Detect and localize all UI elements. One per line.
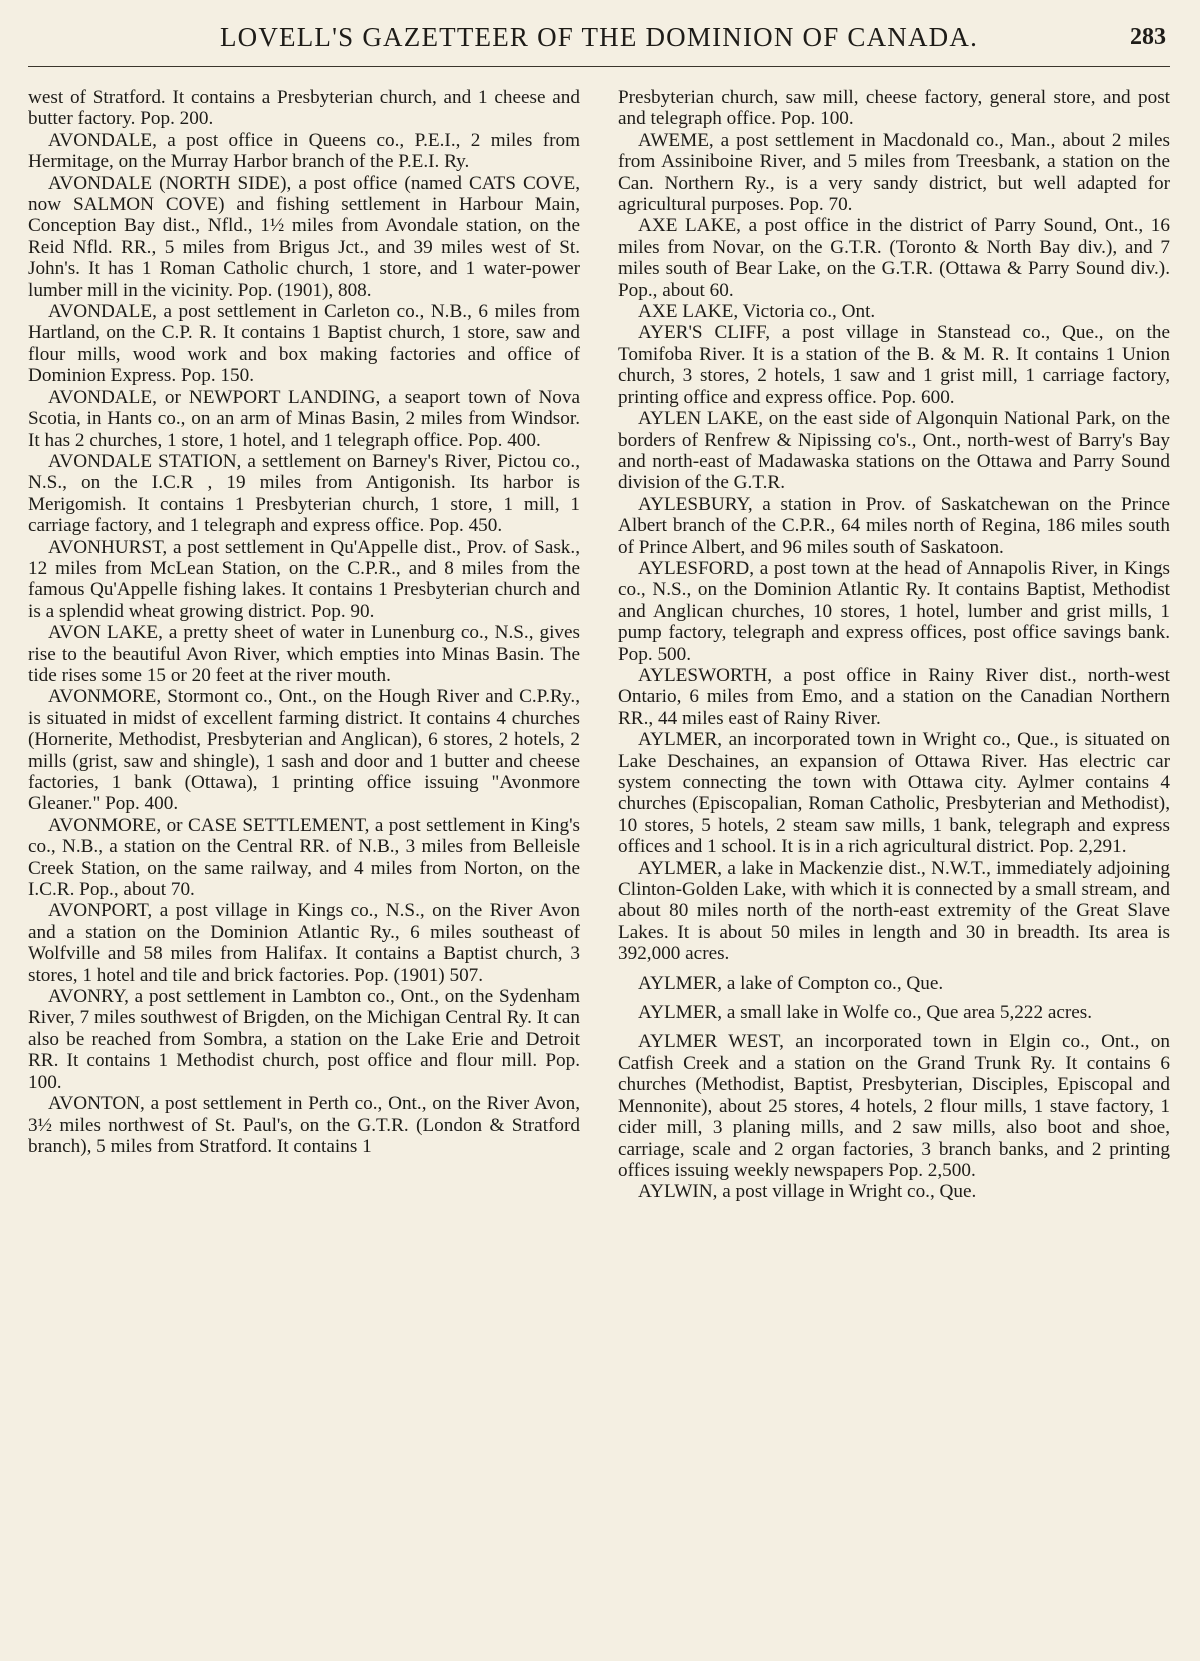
entry-name: AVONRY, bbox=[48, 986, 129, 1008]
gazetteer-entry bbox=[28, 1093, 580, 1157]
entry-text: a lake in Mackenzie dist., N.W.T., immediately adjoining Clinton-Golden Lake, with which it is connected by a small stream, and about 80 miles north of the north-east extremity of the Great Slave Lakes. It is about 50 miles in length and 30 in breadth. Its area is 392,000 acres. bbox=[618, 857, 1170, 965]
entry-name: AYLMER, bbox=[638, 972, 723, 994]
entry-text: Stormont co., Ont., on the Hough River and C.P.Ry., is situated in midst of excellent farming district. It contains 4 churches (Hornerite, Methodist, Presbyterian and Anglican), 6 stores, 2 hotels, 2 mills (grist, saw and shingle), 1 sash and door and 1 butter and cheese factories, 1 bank (Ottawa), 1 printing office issuing "Avonmore Gleaner." Pop. 400. bbox=[28, 686, 580, 815]
entry-text: a post settlement in Carleton co., N.B., 6 miles from Hartland, on the C.P. R. It contains 1 Baptist church, 1 store, saw and flour mills, wood work and box making factories and office of Dominion Express. Pop. 150. bbox=[28, 301, 580, 387]
entry-name: AVONDALE STATION, bbox=[48, 450, 242, 472]
entry-text: a post village in Wright co., Que. bbox=[717, 1181, 977, 1203]
entry-name: AYLESWORTH, bbox=[638, 664, 773, 686]
entry-name: AYLMER, bbox=[638, 729, 723, 751]
gazetteer-entry bbox=[618, 1181, 1170, 1202]
gazetteer-entry bbox=[28, 87, 580, 130]
gazetteer-entry bbox=[618, 558, 1170, 665]
entry-name: AVON LAKE, bbox=[48, 622, 163, 644]
entry-text: a settlement on Barney's River, Pictou co., N.S., on the I.C.R , 19 miles from Antigonish. Its harbor is Merigomish. It contains 1 Presbyterian church, 1 store, 1 mill, 1 carriage factory, and 1 telegraph and express office. Pop. 450. bbox=[28, 450, 580, 537]
entry-text: a post office in the district of Parry Sound, Ont., 16 miles from Novar, on the G.T.R. (Toronto & North Bay div.), and 7 miles south of Bear Lake, on the G.T.R. (Ottawa & Parry Sound div.). Pop., about 60. bbox=[618, 215, 1170, 301]
entry-name: AXE LAKE, bbox=[638, 215, 741, 237]
entry-text: a post office (named CATS COVE, now SALMON COVE) and fishing settlement in Harbour Main, Conception Bay dist., Nfld., 1½ miles from Avondale station, on the Reid Nfld. RR., 5 miles from Brigus Jct., and 39 miles west of St. John's. It has 1 Roman Catholic church, 1 store, and 1 water-power lumber mill in the vicinity. Pop. (1901), 808. bbox=[28, 172, 580, 301]
gazetteer-entry bbox=[28, 130, 580, 173]
gazetteer-entry bbox=[618, 858, 1170, 965]
entry-text: a post village in Kings co., N.S., on the River Avon and a station on the Dominion Atlantic Ry., 6 miles southeast of Wolfville and 58 miles from Halifax. It contains a Baptist church, 3 stores, 1 hotel and tile and brick factories. Pop. (1901) 507. bbox=[28, 900, 580, 986]
gazetteer-entry bbox=[618, 1002, 1170, 1023]
entry-text: a post settlement in King's co., N.B., a station on the Central RR. of N.B., 3 miles from Belleisle Creek Station, on the same railway, and 4 miles from Norton, on the I.C.R. Pop., about 70. bbox=[28, 814, 580, 901]
text-columns bbox=[28, 87, 1170, 1652]
entry-name: AVONDALE, bbox=[48, 301, 157, 323]
gazetteer-entry bbox=[618, 494, 1170, 558]
entry-text: a post settlement in Qu'Appelle dist., Prov. of Sask., 12 miles from McLean Station, on the C.P.R., and 8 miles from the famous Qu'Appelle fishing lakes. It contains 1 Presbyterian church and is a splendid wheat growing district. Pop. 90. bbox=[28, 536, 580, 622]
gazetteer-entry bbox=[28, 686, 580, 814]
entry-name: AVONDALE, or NEWPORT LANDING, bbox=[48, 386, 381, 408]
gazetteer-entry bbox=[28, 173, 580, 301]
entry-name: AYLWIN, bbox=[638, 1181, 718, 1203]
entry-text: a post settlement in Lambton co., Ont., on the Sydenham River, 7 miles southwest of Brigden, on the Michigan Central Ry. It can also be reached from Sombra, a station on the Lake Erie and Detroit RR. It contains 1 Methodist church, post office and flour mill. Pop. 100. bbox=[28, 986, 580, 1093]
gazetteer-entry bbox=[618, 408, 1170, 494]
entry-name: AWEME, bbox=[638, 129, 714, 151]
entry-text: a post village in Stanstead co., Que., on the Tomifoba River. It is a station of the B. & M. R. It contains 1 Union church, 3 stores, 2 hotels, 1 saw and 1 grist mill, 1 carriage factory, printing office and express office. Pop. 600. bbox=[618, 322, 1170, 408]
left-column bbox=[28, 87, 580, 1652]
gazetteer-entry bbox=[28, 622, 580, 686]
entry-name: AYER'S CLIFF, bbox=[638, 322, 770, 344]
page-header bbox=[28, 14, 1170, 67]
entry-text: on the east side of Algonquin National Park, on the borders of Renfrew & Nipissing co's., Ont., north-west of Barry's Bay and north-east of Madawaska stations on the Ottawa and Parry Sound division of the G.T.R. bbox=[618, 408, 1170, 494]
entry-name: AVONHURST, bbox=[48, 536, 168, 558]
gazetteer-entry bbox=[618, 973, 1170, 994]
entry-name: AYLMER, bbox=[638, 857, 723, 879]
entry-text: a seaport town of Nova Scotia, in Hants co., on an arm of Minas Basin, 2 miles from Windsor. It has 2 churches, 1 store, 1 hotel, and 1 telegraph office. Pop. 400. bbox=[28, 386, 580, 451]
gazetteer-entry bbox=[28, 900, 580, 986]
entry-name: AVONTON, bbox=[48, 1093, 145, 1115]
running-title: LOVELL'S GAZETTEER OF THE DOMINION OF CANADA. bbox=[219, 22, 979, 52]
entry-name: AYLMER WEST, bbox=[638, 1031, 784, 1053]
gazetteer-entry bbox=[618, 322, 1170, 408]
entry-text: a post office in Rainy River dist., north-west Ontario, 6 miles from Emo, and a station on the Canadian Northern RR., 44 miles east of Rainy River. bbox=[618, 664, 1170, 729]
entry-text: west of Stratford. It contains a Presbyterian church, and 1 cheese and butter factory. Pop. 200. bbox=[28, 87, 580, 130]
gazetteer-entry bbox=[28, 387, 580, 451]
entry-name: AYLESBURY, bbox=[638, 493, 753, 515]
right-column bbox=[618, 87, 1170, 1652]
entry-name: AVONMORE, bbox=[48, 686, 162, 708]
entry-text: a post settlement in Macdonald co., Man., about 2 miles from Assiniboine River, and 5 miles from Treesbank, a station on the Can. Northern Ry., is a very sandy district, but well adapted for agricultural purposes. Pop. 70. bbox=[618, 129, 1170, 216]
entry-text: a post office in Queens co., P.E.I., 2 miles from Hermitage, on the Murray Harbor branch of the P.E.I. Ry. bbox=[28, 129, 580, 173]
entry-text: a small lake in Wolfe co., Que area 5,222 acres. bbox=[722, 1002, 1093, 1024]
gazetteer-entry bbox=[28, 815, 580, 901]
entry-text: a post town at the head of Annapolis River, in Kings co., N.S., on the Dominion Atlantic Ry. It contains Baptist, Methodist and Anglican churches, 10 stores, 1 hotel, lumber and grist mills, 1 pump factory, telegraph and express offices, post office savings bank. Pop. 500. bbox=[618, 557, 1170, 665]
entry-text: an incorporated town in Wright co., Que., is situated on Lake Deschaines, an expansion of Ottawa River. Has electric car system connecting the town with Ottawa city. Aylmer contains 4 churches (Episcopalian, Roman Catholic, Presbyterian and Methodist), 10 stores, 5 hotels, 2 steam saw mills, 1 bank, telegraph and express offices and 1 school. It is in a rich agricultural district. Pop. 2,291. bbox=[618, 729, 1170, 858]
gazetteer-entry bbox=[618, 1031, 1170, 1181]
entry-text: a pretty sheet of water in Lunenburg co., N.S., gives rise to the beautiful Avon River, which empties into Minas Basin. The tide rises some 15 or 20 feet at the river mouth. bbox=[28, 622, 580, 686]
entry-text: Victoria co., Ont. bbox=[738, 301, 876, 323]
gazetteer-entry bbox=[618, 215, 1170, 301]
page-number: 283 bbox=[1130, 24, 1166, 50]
entry-text: a station in Prov. of Saskatchewan on the Prince Albert branch of the C.P.R., 64 miles north of Regina, 186 miles south of Prince Albert, and 96 miles south of Saskatoon. bbox=[618, 493, 1170, 558]
gazetteer-entry bbox=[28, 451, 580, 537]
gazetteer-entry bbox=[28, 301, 580, 387]
gazetteer-entry bbox=[618, 130, 1170, 216]
entry-name: AVONDALE, bbox=[48, 129, 157, 151]
entry-text: Presbyterian church, saw mill, cheese factory, general store, and post and telegraph office. Pop. 100. bbox=[618, 87, 1170, 130]
entry-name: AYLESFORD, bbox=[638, 557, 755, 579]
entry-name: AVONPORT, bbox=[48, 900, 153, 922]
gazetteer-entry bbox=[618, 87, 1170, 130]
entry-text: an incorporated town in Elgin co., Ont., on Catfish Creek and a station on the Grand Trunk Ry. It contains 6 churches (Methodist, Baptist, Presbyterian, Disciples, Episcopal and Mennonite), about 25 stores, 4 hotels, 2 flour mills, 1 stave factory, 1 cider mill, 3 planing mills, and 2 saw mills, also boot and shoe, carriage, scale and 2 organ factories, 3 branch banks, and 2 printing offices issuing weekly newspapers Pop. 2,500. bbox=[618, 1031, 1170, 1181]
entry-text: a lake of Compton co., Que. bbox=[722, 972, 944, 994]
gazetteer-entry bbox=[618, 301, 1170, 322]
gazetteer-entry bbox=[28, 986, 580, 1093]
gazetteer-entry bbox=[618, 729, 1170, 857]
entry-name: AVONMORE, or CASE SETTLEMENT, bbox=[48, 814, 370, 836]
gazetteer-entry bbox=[28, 537, 580, 623]
entry-text: a post settlement in Perth co., Ont., on the River Avon, 3½ miles northwest of St. Paul's, on the G.T.R. (London & Stratford branch), 5 miles from Stratford. It contains 1 bbox=[28, 1093, 580, 1157]
gazetteer-entry bbox=[618, 665, 1170, 729]
entry-name: AYLMER, bbox=[638, 1002, 723, 1024]
entry-name: AVONDALE (NORTH SIDE), bbox=[48, 172, 292, 194]
entry-name: AXE LAKE, bbox=[638, 301, 739, 323]
entry-name: AYLEN LAKE, bbox=[638, 408, 763, 430]
